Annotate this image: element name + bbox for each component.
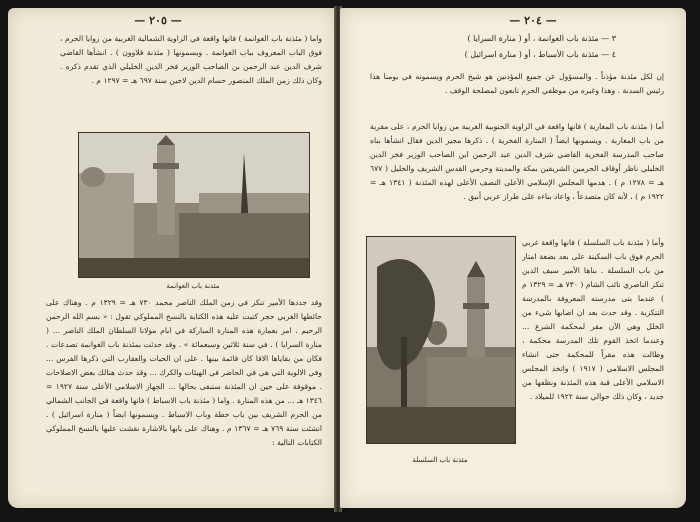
minaret-photo-ghawanima xyxy=(78,132,310,278)
paragraph-text: وأما ( مئذنة باب السلسلة ) فانها واقعة غربي الحرم فوق باب السكينة على بعد بضعة امتار من باب السلسلة . بناها الأمير سيف الدين تنكز الناصري نائب الشام ( ٧٣٠ هـ = ١٣٢٩ م ) عندما بنى مدرسته المعروفة بالمدرسة التنكزية . وقد حدث بعد ان اصابها شيء من الخلل وهي الآن مقر لمحكمة الشرع ... وعندما اتخذ القوم تلك المدرسة محكمة ، وطالت هذه مقراً للمحكمة حتى انشاء المجلس الاسلامي ( ١٩١٧ ) واتخذ المجلس الاسلامي الأعلى قبة هذه المئذنة ونظفها من جديد ، وكان ذلك حوالي سنة ١٩٢٢ للميلاد . xyxy=(522,238,664,401)
paragraph-intro xyxy=(370,70,664,114)
minaret-illustration xyxy=(79,133,309,277)
paragraph-silsila xyxy=(522,236,664,498)
paragraph-maghariba xyxy=(370,120,664,232)
paragraph-top xyxy=(60,32,322,122)
paragraph-text: وقد جددها الأمير تنكز في زمن الملك الناصر محمد ٧٣٠ هـ = ١٣٢٩ م . وهناك على حائطها الغربي حجر كتبت عليه هذه الكتابة بالنسخ المملوكي تقول : « بسم الله الرحمن الرحيم . امر بعمارة هذه المنارة المباركة في ايام مولانا السلطان الملك الناصر ... ( منارة السرايا ) . في سنة ثلاثين وسبعمائة » . وقد حدثت بمئذنة باب الغوانمة تصدعات . فكان من بقاياها الاقا كان قائمة بينها . على ان الحيات والعقارب التي ذكرها الفرس ... وفي الالوية التي هي في الحاضر في الهيئات والكرك ... وقد حدث هنالك بعض الاصلاحات . موقوفة على حين ان المئذنة ستبقى بحالها ... الجهاز الاسلامي الأعلى سنة ١٩٢٧ = ١٣٤٦ هـ ... من هذه المنارة . واما ( مئذنة باب الاسباط ) فانها واقعة في الجانب الشمالي من الحرم الشريف بين باب حطة وباب الاسباط . ويسمونها ايضاً ( منارة اسرائيل ) . انشئت سنة ٧٦٩ هـ = ١٣٦٧ م . وهناك على بابها بالاشارة نقشت عليها بالنسخ المملوكي الكتابات التالية : xyxy=(46,298,322,447)
paragraph-text: أما ( مئذنة باب المغاربة ) فانها واقعة في الزاوية الجنوبية الغربية من زوايا الحرم ، على مقربة من باب المغاربة . ويسمونها ايضاً ( المنارة الفخرية ) . ذكرها مجير الدين فقال انشأها بناه صاحب المدرسة الفخرية القاضي شرف الدين عبد الرحمن ابن الصاحب الوزير فخر الدين الخليلي ناظر أوقاف الحرمين الشريفين بمكة والمدينة وحرمي القدس الشريف والخليل ( ٦٧٧ هـ = ١٢٧٨ م ) . هدمها المجلس الإسلامي الأعلى النصف الأعلى لهذه المئذنة ( ١٣٤١ هـ = ١٩٢٢ م ) ، لأنه كان متصدعاً ، واعاد بناءه على طراز عربي أنيق . xyxy=(370,122,664,201)
paragraph-bottom xyxy=(46,296,322,496)
list-item: ٣ — مئذنة باب الغوانمة ، أو ( منارة السرايا ) xyxy=(467,34,616,43)
left-page xyxy=(8,8,336,508)
paragraph-text: واما ( مئذنة باب الغوانمة ) فانها واقعة في الزاوية الشمالية الغربية من زوايا الحرم ، فوق الباب المعروف بباب الغوانمة . ويسمونها ( مئذنة قلاوون ) . انشأها القاضي شرف الدين عبد الرحمن بن الصاحب الوزير فخر الدين الخليلي الذي تقدم ذكره . وكان ذلك زمن الملك المنصور حسام الدين لاجين سنة ٦٩٧ هـ = ١٢٩٧ م . xyxy=(60,34,322,85)
photo-caption: مئذنة باب السلسلة xyxy=(412,456,468,464)
page-number: — ٢٠٤ — xyxy=(509,14,557,27)
minaret-illustration xyxy=(367,237,515,443)
minaret-photo-silsila xyxy=(366,236,516,444)
photo-caption: مئذنة باب الغوانمة xyxy=(166,282,220,290)
right-page xyxy=(340,8,686,508)
page-number: — ٢٠٥ — xyxy=(134,14,182,27)
paragraph-text: إن لكل مئذنة مؤذناً . والمسؤول عن جميع المؤذنين هو شيخ الحرم ويسمونه في يومنا هذا رئيس السدنة . وهذا وغيره من موظفي الحرم تابعون لمصلحة الوقف . xyxy=(370,72,664,95)
list-item: ٤ — مئذنة باب الأسباط ، أو ( منارة اسرائيل ) xyxy=(464,50,616,59)
